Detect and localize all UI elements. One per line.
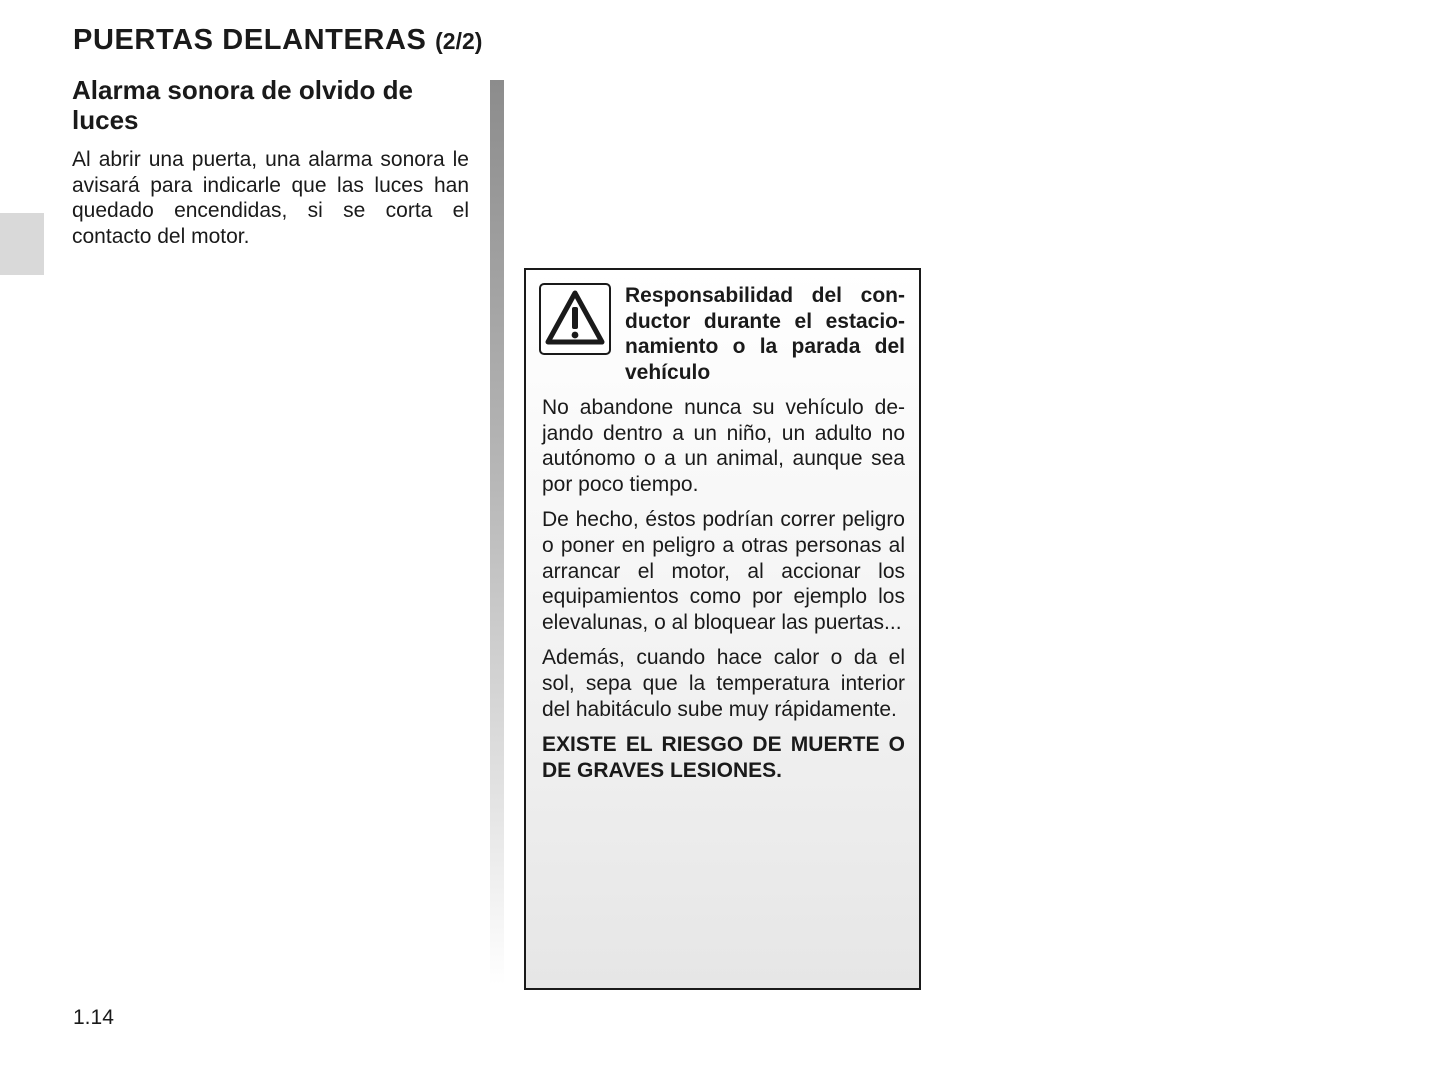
page-title (73, 24, 482, 57)
warning-paragraph: Además, cuando hace calor o da el sol, sepa que la temperatura interior del habitáculo sube muy rápidamente. (542, 646, 905, 721)
warning-paragraph: De hecho, éstos podrían correr peligro o poner en peligro a otras personas al arrancar el motor, al accionar los equipamientos como por ejemplo los elevalunas, o al bloquear las puertas... (542, 508, 905, 634)
column-divider (490, 80, 504, 985)
warning-emphasis: EXISTE EL RIESGO DE MUERTE O DE GRAVES LESIONES. (542, 733, 905, 782)
warning-triangle-icon (539, 283, 611, 355)
section-heading: Alarma sonora de olvido de luces (72, 75, 413, 135)
page-title-text: PUERTAS DELANTERAS (73, 24, 427, 56)
warning-paragraph: No abandone nunca su vehículo dejando dentro a un niño, un adulto no autónomo o a un animal, aunque sea por poco tiempo. (542, 396, 905, 496)
warning-heading: Responsabilidad del conductor durante el estacionamiento o la parada del vehículo (625, 284, 905, 384)
warning-box (524, 268, 921, 990)
page-part-indicator: (2/2) (435, 28, 483, 54)
warning-body (542, 395, 905, 793)
left-column (72, 75, 469, 249)
page-number: 1.14 (73, 1006, 114, 1029)
chapter-tab (0, 213, 44, 275)
section-text: Al abrir una puerta, una alarma sonora le avisará para indicarle que las luces han quedado encendidas, si se corta el contacto del motor. (72, 148, 469, 248)
